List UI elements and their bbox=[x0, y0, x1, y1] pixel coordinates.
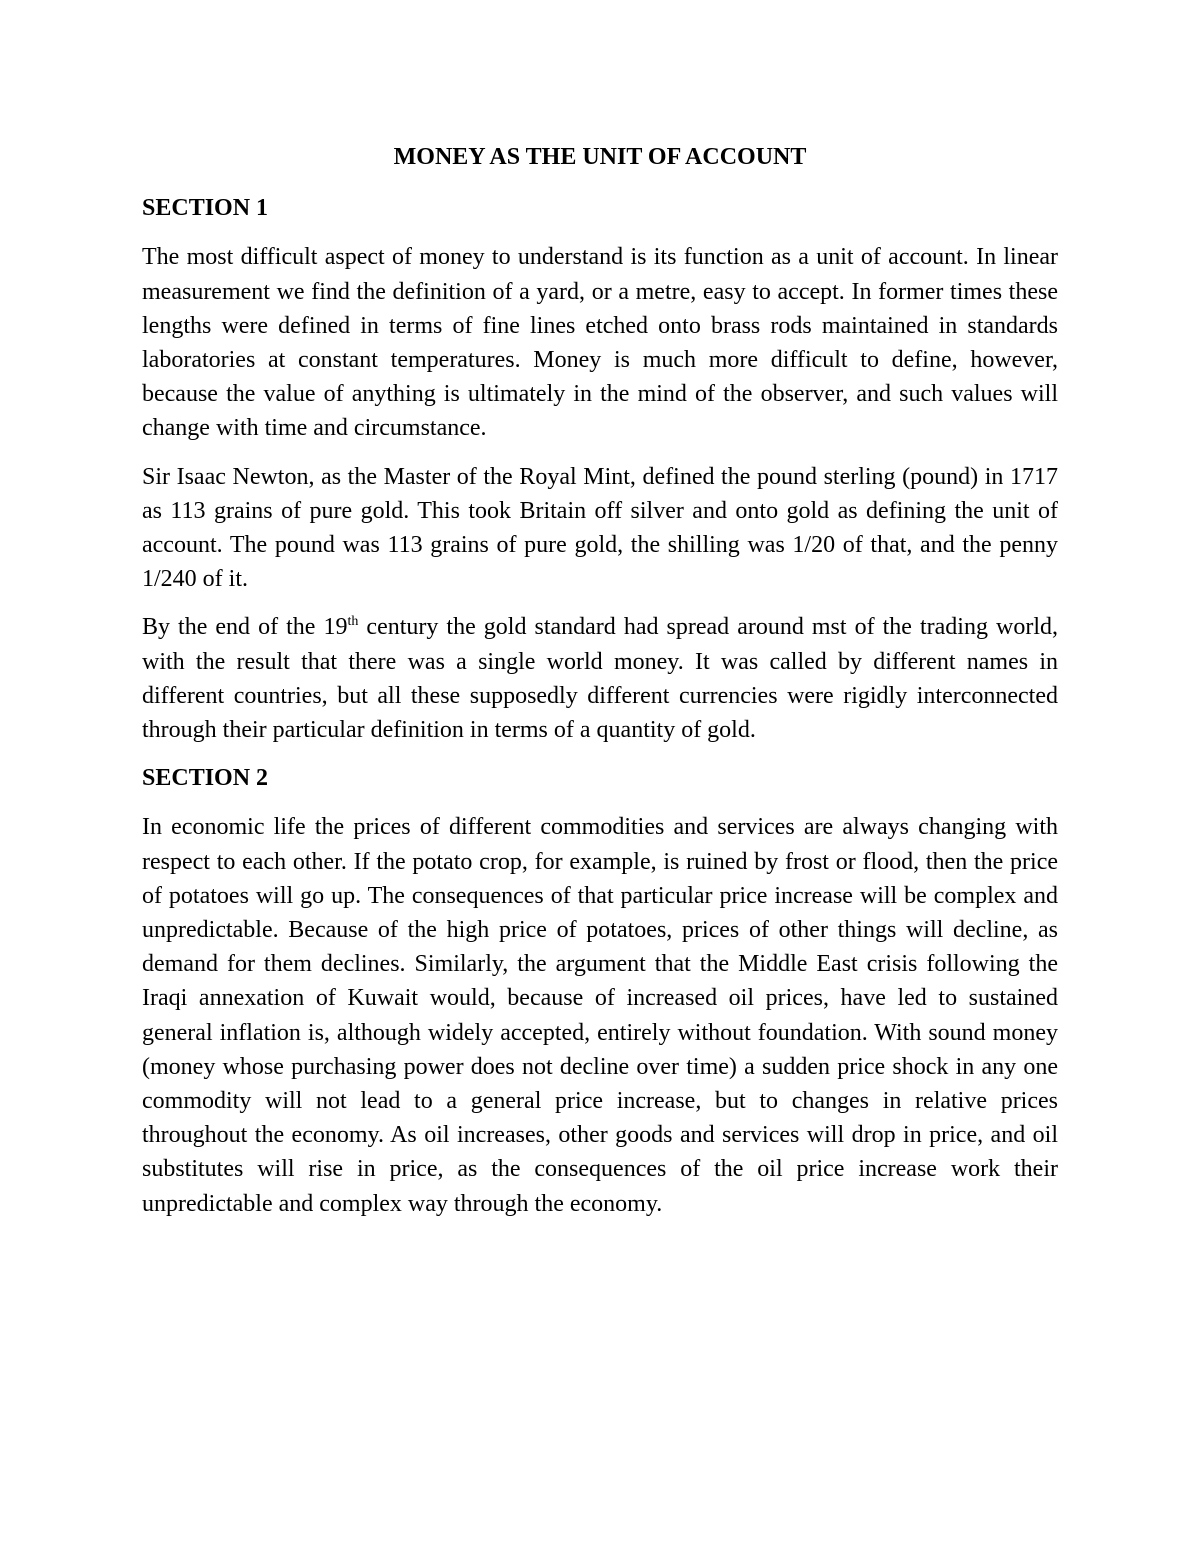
spacer bbox=[142, 596, 1058, 610]
spacer bbox=[142, 795, 1058, 810]
spacer bbox=[142, 747, 1058, 761]
section-1-paragraph-2: Sir Isaac Newton, as the Master of the Royal Mint, defined the pound sterling (pound) in 1717 as 113 grains of pure gold. This took Britain off silver and onto gold as defining the unit of account. The pound was 113 grains of pure gold, the shilling was 1/20 of that, and the penny 1/240 of it. bbox=[142, 463, 1058, 593]
section-1-paragraph-3 bbox=[142, 610, 1058, 747]
section-1-heading: SECTION 1 bbox=[142, 195, 269, 222]
document-body bbox=[142, 140, 1058, 1221]
paragraph-3-text-start: By the end of the 19 bbox=[142, 614, 348, 641]
section-1-paragraph-1: The most difficult aspect of money to understand is its function as a unit of account. In linear measurement we find the definition of a yard, or a metre, easy to accept. In former times these lengths were defined in terms of fine lines etched onto brass rods maintained in standards laboratories at constant temperatures. Money is much more difficult to define, however, because the value of anything is ultimately in the mind of the observer, and such values will change with time and circumstance. bbox=[142, 244, 1058, 442]
section-2-paragraph-1: In economic life the prices of different commodities and services are always changing with respect to each other. If the potato crop, for example, is ruined by frost or flood, then the price of potatoes will go up. The consequences of that particular price increase will be complex and unpredictable. Because of the high price of potatoes, prices of other things will decline, as demand for them declines. Similarly, the argument that the Middle East crisis following the Iraqi annexation of Kuwait would, because of increased oil prices, have led to sustained general inflation is, although widely accepted, entirely without foundation. With sound money (money whose purchasing power does not decline over time) a sudden price shock in any one commodity will not lead to a general price increase, but to changes in relative prices throughout the economy. As oil increases, other goods and services will drop in price, and oil substitutes will rise in price, as the consequences of the oil price increase work their unpredictable and complex way through the economy. bbox=[142, 814, 1058, 1217]
ordinal-superscript: th bbox=[347, 614, 359, 630]
document-title: MONEY AS THE UNIT OF ACCOUNT bbox=[393, 144, 807, 170]
spacer bbox=[142, 174, 1058, 191]
paragraph-3-text-end: century the gold standard had spread around mst of the trading world, with the result that there was a single world money. It was called by different names in different countries, but all these supposedly different currencies were rigidly interconnected through their particular definition in terms of a quantity of gold. bbox=[142, 614, 1059, 744]
spacer bbox=[142, 446, 1058, 460]
spacer bbox=[142, 225, 1058, 240]
section-2-heading: SECTION 2 bbox=[142, 765, 269, 792]
